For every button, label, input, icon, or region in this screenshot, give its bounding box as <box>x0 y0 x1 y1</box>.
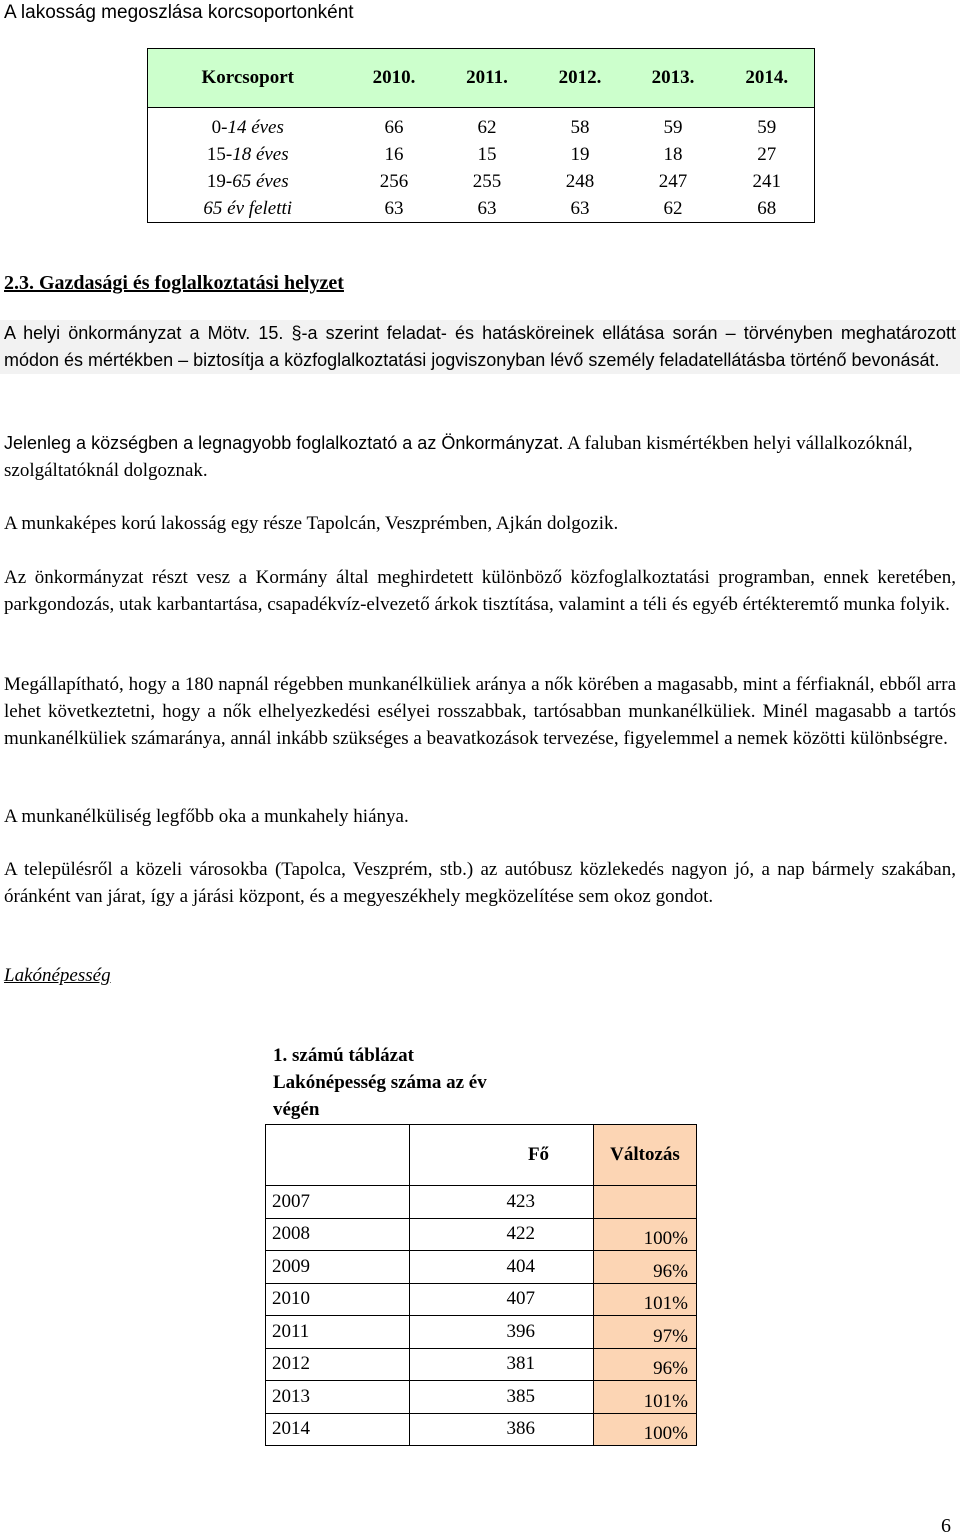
paragraph-cause: A munkanélküliség legfőbb oka a munkahely hiánya. <box>4 806 409 827</box>
header-cell: 2014. <box>720 49 815 108</box>
header-cell: Változás <box>594 1125 697 1186</box>
count-cell: 404 <box>410 1251 594 1284</box>
year-cell: 2014 <box>266 1413 410 1446</box>
year-cell: 2009 <box>266 1251 410 1284</box>
header-cell: 2013. <box>627 49 720 108</box>
table-row <box>148 108 815 142</box>
count-cell: 407 <box>410 1283 594 1316</box>
value-cell: 66 <box>384 117 404 138</box>
table-row <box>266 1348 697 1381</box>
header-cell <box>266 1125 410 1186</box>
year-cell: 2012 <box>266 1348 410 1381</box>
count-cell: 381 <box>410 1348 594 1381</box>
year-cell: 2008 <box>266 1218 410 1251</box>
value-cell: 248 <box>565 171 595 192</box>
header-cell: 2011. <box>441 49 534 108</box>
table-row <box>266 1218 697 1251</box>
change-cell: 97% <box>594 1316 697 1349</box>
value-cell: 256 <box>379 171 409 192</box>
change-cell: 96% <box>594 1348 697 1381</box>
value-cell: 63 <box>570 198 590 219</box>
value-cell: 63 <box>384 198 404 219</box>
age-group-cell: 15-18 éves <box>206 144 289 165</box>
header-cell: 2010. <box>348 49 441 108</box>
value-cell: 255 <box>472 171 502 192</box>
age-table-header-row <box>148 49 815 108</box>
pop-table-title-line: 1. számú táblázat <box>273 1045 414 1066</box>
count-cell: 386 <box>410 1413 594 1446</box>
paragraph-transport: A településről a közeli városokba (Tapolca, Veszprém, stb.) az autóbusz közlekedés nagyon jó, a nap bármely szakában, óránként van járat, így a járási központ, és a megyeszékhely megközelítése sem okoz gondot. <box>4 859 956 907</box>
paragraph-motv: A helyi önkormányzat a Mötv. 15. §-a szerint feladat- és hatásköreinek ellátása során – törvényben meghatározott módon és mértékben – biztosítja a közfoglalkoztatási jogviszonyban lévő személy feladatellátásba történő bevonását. <box>0 320 960 374</box>
value-cell: 247 <box>658 171 688 192</box>
table-row <box>266 1381 697 1414</box>
value-cell: 62 <box>477 117 497 138</box>
year-cell: 2010 <box>266 1283 410 1316</box>
change-cell: 100% <box>594 1413 697 1446</box>
change-cell: 101% <box>594 1381 697 1414</box>
year-cell: 2011 <box>266 1316 410 1349</box>
value-cell: 16 <box>384 144 404 165</box>
paragraph-unemployment: Megállapítható, hogy a 180 napnál régebben munkanélküliek aránya a nők körében a magasabb, mint a férfiaknál, ebből arra lehet következtetni, hogy a nők elhelyezkedési esélyei rosszabbak, tartósabban munkanélküliek. Minél magasabb a tartós munkanélküliek számaránya, annál inkább szükséges a beavatkozások tervezése, figyelemmel a nemek közötti különbségre. <box>4 674 956 749</box>
age-group-cell: 0-14 éves <box>211 117 284 138</box>
table-row <box>266 1316 697 1349</box>
header-cell: 2012. <box>534 49 627 108</box>
header-cell: Korcsoport <box>148 49 348 108</box>
pop-table-title-line: végén <box>273 1099 320 1120</box>
value-cell: 59 <box>757 117 777 138</box>
count-cell: 396 <box>410 1316 594 1349</box>
table-row <box>266 1413 697 1446</box>
value-cell: 68 <box>757 198 777 219</box>
population-table <box>265 1124 697 1446</box>
change-cell: 100% <box>594 1218 697 1251</box>
change-cell <box>594 1186 697 1219</box>
table-row <box>148 168 815 195</box>
table-row <box>266 1251 697 1284</box>
value-cell: 27 <box>757 144 777 165</box>
value-cell: 58 <box>570 117 590 138</box>
paragraph-employer: Jelenleg a községben a legnagyobb foglalkoztató a az Önkormányzat. A faluban kismértékben helyi vállalkozóknál, szolgáltatóknál dolgoznak. <box>4 433 913 481</box>
page-number: 6 <box>941 1515 951 1537</box>
count-cell: 385 <box>410 1381 594 1414</box>
value-cell: 241 <box>752 171 781 192</box>
pop-table-title <box>273 1042 487 1123</box>
year-cell: 2013 <box>266 1381 410 1414</box>
table-row <box>148 195 815 223</box>
age-group-cell: 65 év feletti <box>203 198 293 219</box>
value-cell: 62 <box>663 198 683 219</box>
age-group-cell: 19-65 éves <box>206 171 289 192</box>
subheading-population: Lakónépesség <box>4 965 111 986</box>
age-table-caption: A lakosság megoszlása korcsoportonként <box>4 2 354 23</box>
value-cell: 18 <box>663 144 683 165</box>
change-cell: 96% <box>594 1251 697 1284</box>
value-cell: 19 <box>570 144 590 165</box>
pop-table-title-line: Lakónépesség száma az év <box>273 1072 487 1093</box>
age-distribution-table <box>147 48 815 223</box>
table-row <box>148 141 815 168</box>
paragraph-public-work: Az önkormányzat részt vesz a Kormány által meghirdetett különböző közfoglalkoztatási programban, ennek keretében, parkgondozás, utak karbantartása, csapadékvíz-elvezető árkok tisztítása, valamint a téli és egyéb értékteremtő munka folyik. <box>4 567 956 615</box>
value-cell: 15 <box>477 144 497 165</box>
value-cell: 63 <box>477 198 497 219</box>
value-cell: 59 <box>663 117 683 138</box>
year-cell: 2007 <box>266 1186 410 1219</box>
pop-table-header-row <box>266 1125 697 1186</box>
change-cell: 101% <box>594 1283 697 1316</box>
count-cell: 422 <box>410 1218 594 1251</box>
paragraph-commuters: A munkaképes korú lakosság egy része Tapolcán, Veszprémben, Ajkán dolgozik. <box>4 513 619 534</box>
table-row <box>266 1186 697 1219</box>
count-cell: 423 <box>410 1186 594 1219</box>
table-row <box>266 1283 697 1316</box>
section-heading: 2.3. Gazdasági és foglalkoztatási helyzet <box>4 272 344 294</box>
header-cell: Fő <box>410 1125 594 1186</box>
